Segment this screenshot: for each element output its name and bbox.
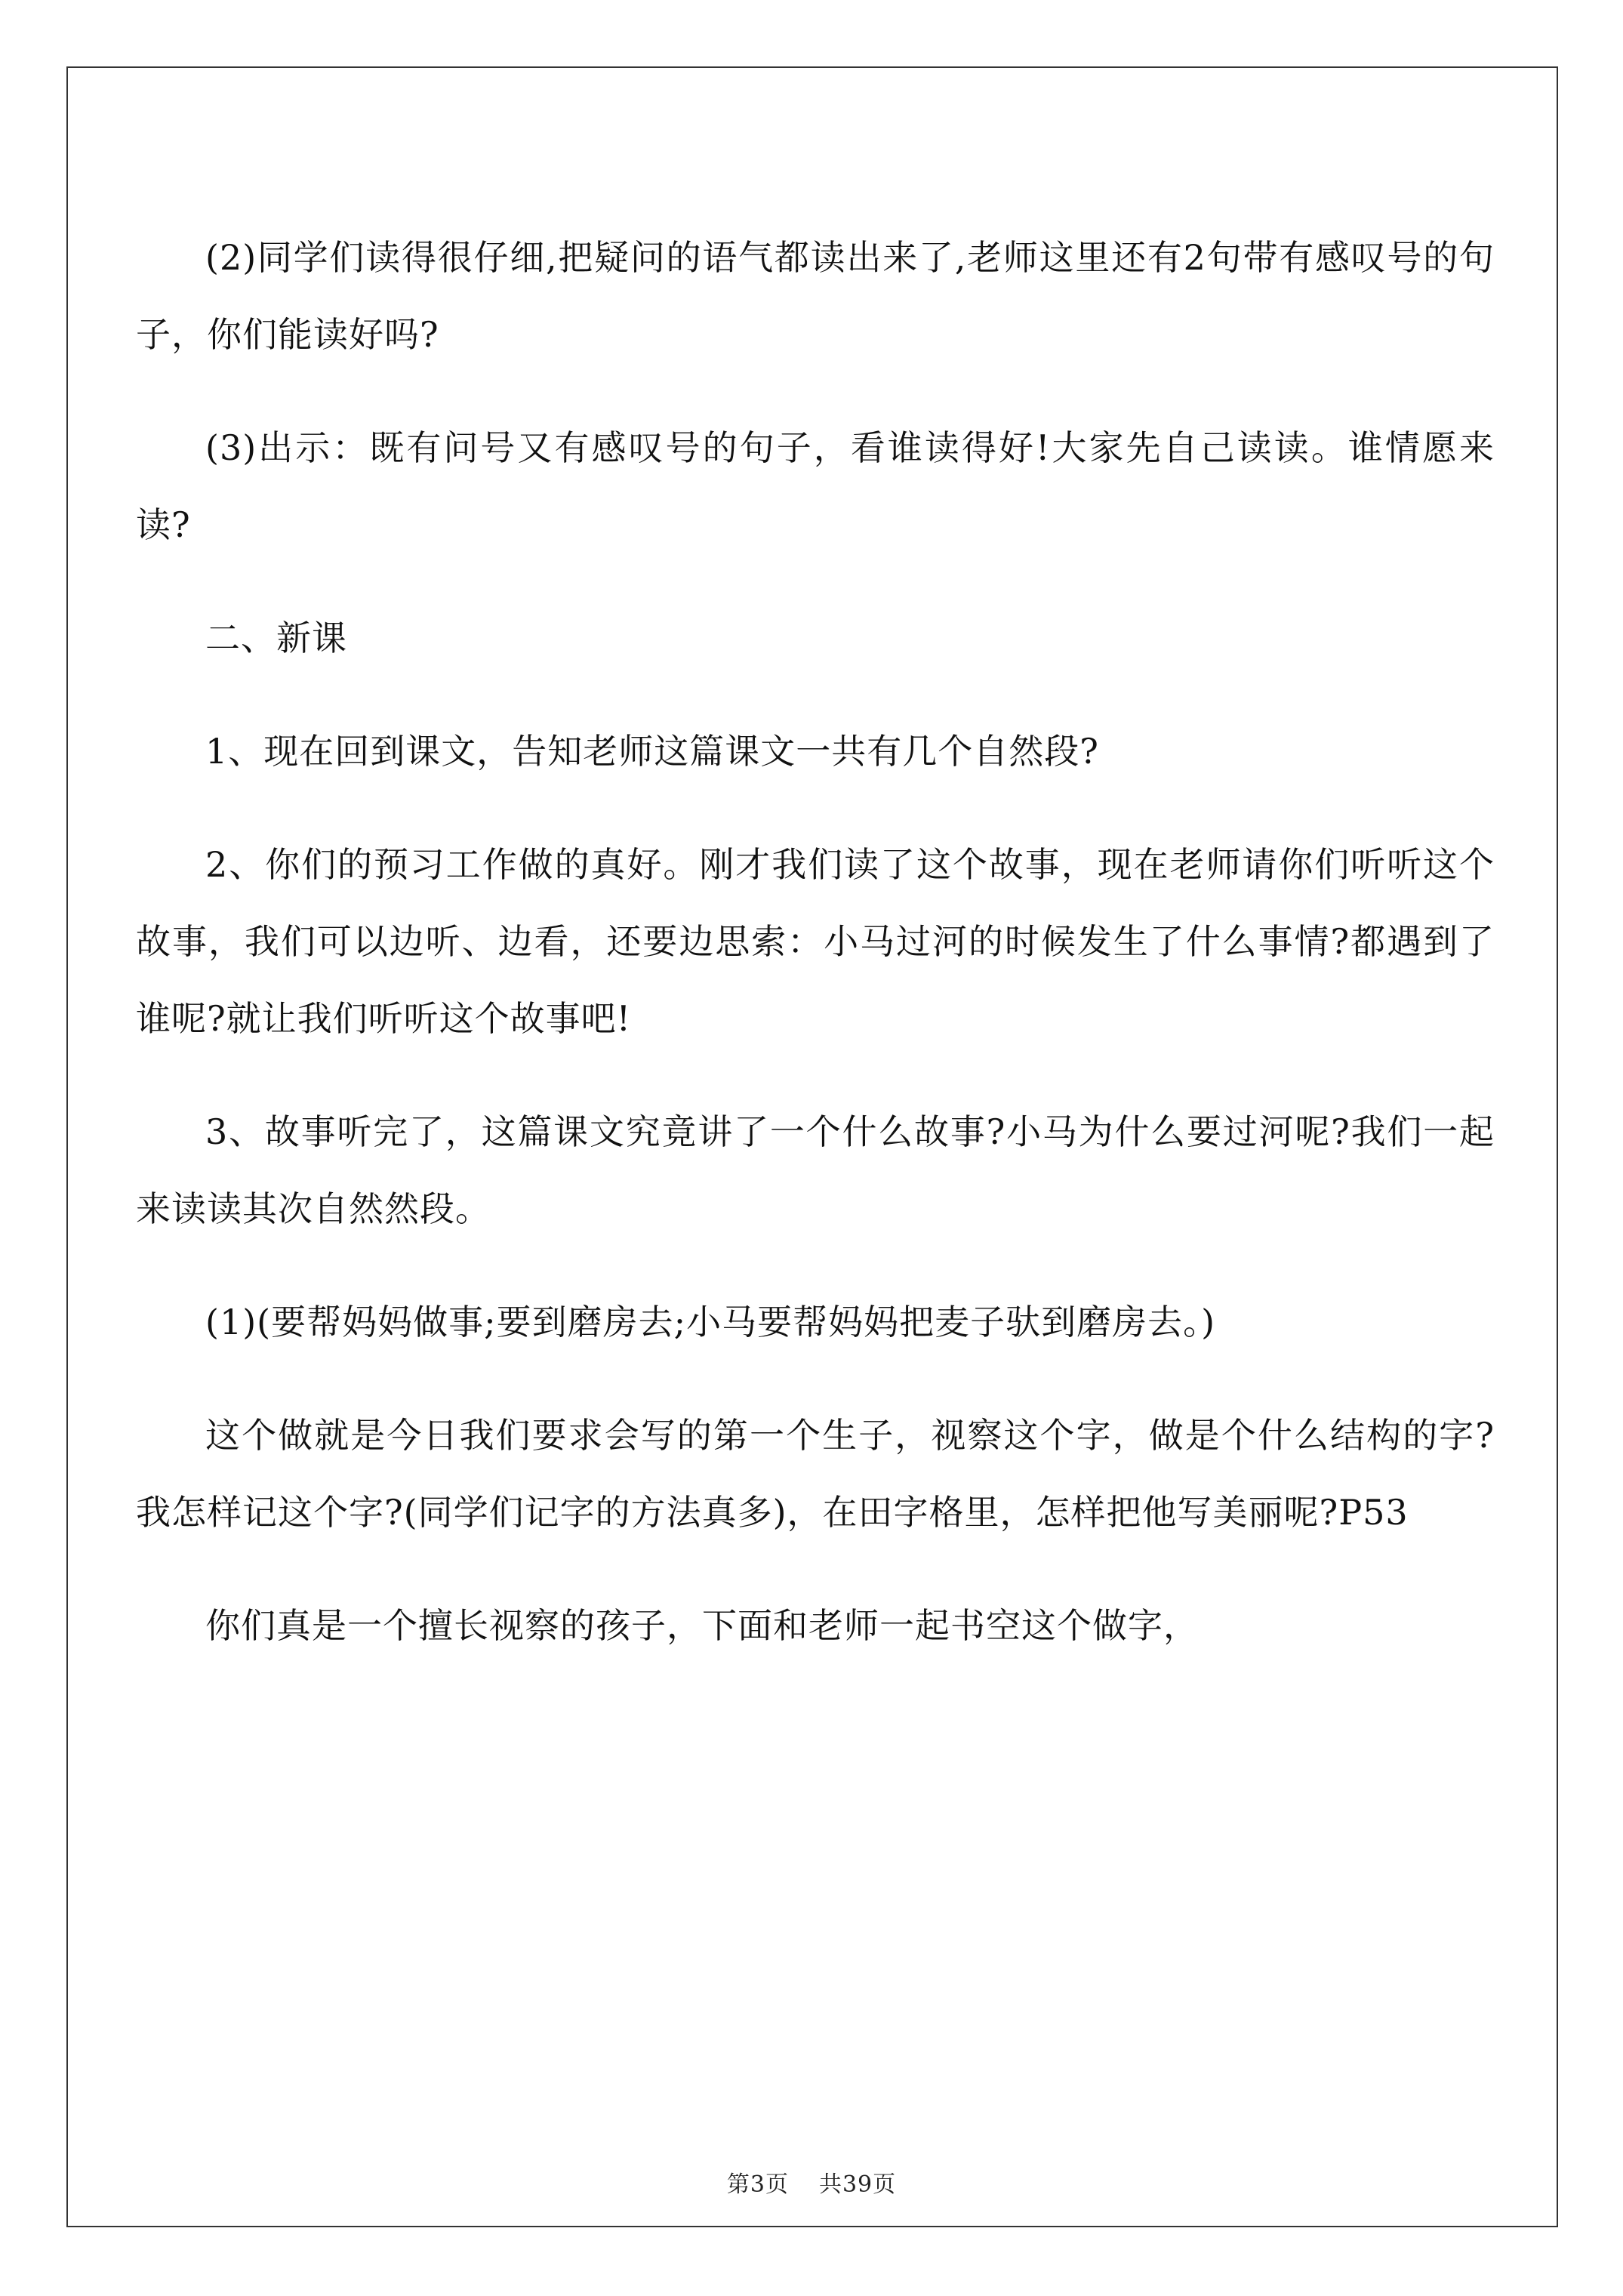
page-number-total: 共39页 (818, 2171, 897, 2198)
page-number-current: 第3页 (726, 2171, 789, 2198)
paragraph-7: 这个做就是今日我们要求会写的第一个生子，视察这个字，做是个什么结构的字?我怎样记这个字?(同学们记字的方法真多)，在田字格里，怎样把他写美丽呢?P53 (136, 1415, 1495, 1533)
document-body (136, 219, 1495, 1700)
paragraph-2: (3)出示：既有问号又有感叹号的句子，看谁读得好!大家先自己读读。谁情愿来读? (136, 427, 1495, 545)
paragraph-4: 2、你们的预习工作做的真好。刚才我们读了这个故事，现在老师请你们听听这个故事，我们可以边听、边看，还要边思索：小马过河的时候发生了什么事情?都遇到了谁呢?就让我们听听这个故事吧! (136, 844, 1495, 1039)
paragraph-3: 1、现在回到课文，告知老师这篇课文一共有几个自然段? (205, 731, 1099, 772)
paragraph-5: 3、故事听完了，这篇课文究竟讲了一个什么故事?小马为什么要过河呢?我们一起来读读其次自然然段。 (136, 1111, 1495, 1229)
section-heading: 二、新课 (205, 618, 347, 658)
page-footer (0, 2165, 1623, 2199)
paragraph-6: (1)(要帮妈妈做事;要到磨房去;小马要帮妈妈把麦子驮到磨房去。) (205, 1302, 1216, 1342)
paragraph-8: 你们真是一个擅长视察的孩子，下面和老师一起书空这个做字， (205, 1605, 1199, 1646)
paragraph-1: (2)同学们读得很仔细,把疑问的语气都读出来了,老师这里还有2句带有感叹号的句子，你们能读好吗? (136, 237, 1495, 355)
